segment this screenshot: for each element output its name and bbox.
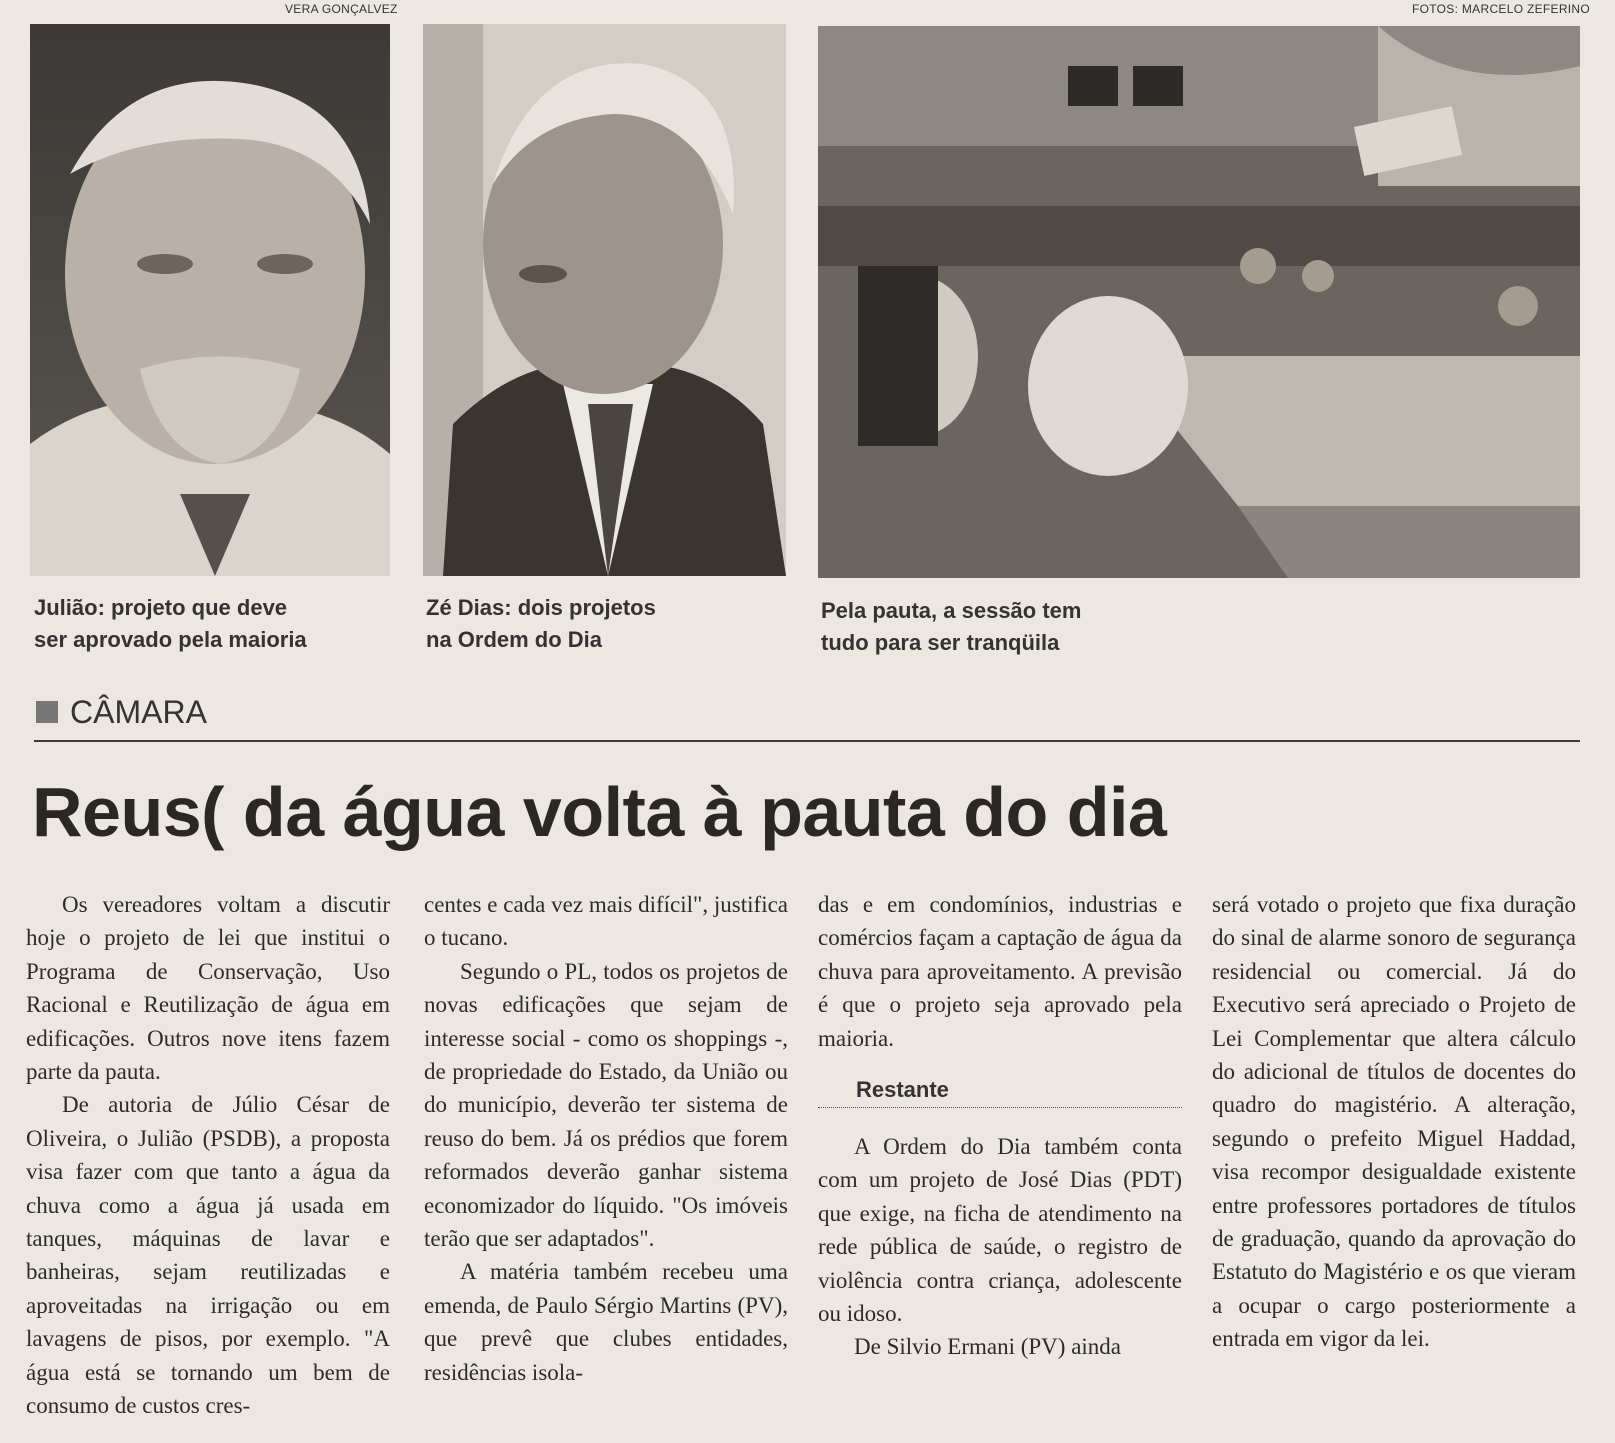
photo-juliao [30, 24, 390, 576]
photo-ze-dias [423, 24, 786, 576]
article-column-3 [818, 888, 1182, 1364]
caption-ze-dias: Zé Dias: dois projetos na Ordem do Dia [426, 595, 656, 652]
paragraph: das e em condomínios, industrias e comércios façam a captação de água da chuva para aproveitamento. A previsão é que o projeto seja aprovado pela maioria. [818, 892, 1182, 1051]
chamber-session-photo-icon [818, 26, 1580, 578]
paragraph: centes e cada vez mais difícil", justifica o tucano. [424, 892, 788, 951]
paragraph: De Silvio Ermani (PV) ainda [854, 1334, 1122, 1360]
article-column-4 [1212, 888, 1576, 1356]
caption-chamber: Pela pauta, a sessão tem tudo para ser tranqüila [821, 598, 1082, 655]
photo-credit-right: FOTOS: MARCELO ZEFERINO [1412, 2, 1591, 16]
headline: Reus( da água volta à pauta do dia [32, 773, 1167, 851]
section-label: CÂMARA [36, 692, 207, 732]
photo-credit-left: VERA GONÇALVEZ [285, 2, 398, 16]
paragraph: Segundo o PL, todos os projetos de novas edificações que sejam de interesse social - como os shoppings -, de propriedade do Estado, da União ou do município, deverão ter sistema de reuso do bem. Já os prédios que forem reformados deverão ganhar sistema economizador do líquido. "Os imóveis terão que ser adaptados". [424, 958, 788, 1252]
paragraph: A matéria também recebeu uma emenda, de Paulo Sérgio Martins (PV), que prevê que clubes entidades, residências isola- [424, 1259, 788, 1385]
section-square-icon [36, 701, 58, 723]
caption-juliao: Julião: projeto que deve ser aprovado pela maioria [34, 595, 307, 652]
article-column-1 [26, 888, 390, 1423]
section-rule [34, 740, 1580, 742]
portrait-photo-icon [423, 24, 786, 576]
paragraph: Os vereadores voltam a discutir hoje o projeto de lei que institui o Programa de Conservação, Uso Racional e Reutilização de água em edificações. Outros nove itens fazem parte da pauta. [26, 892, 390, 1085]
portrait-photo-icon [30, 24, 390, 576]
article-column-2 [424, 888, 788, 1389]
paragraph: De autoria de Júlio César de Oliveira, o Julião (PSDB), a proposta visa fazer com que tanto a água da chuva como a água já usada em tanques, máquinas de lavar e banheiras, sejam reutilizadas e aproveitadas na irrigação ou em lavagens de pisos, por exemplo. "A água está se tornando um bem de consumo de custos cres- [26, 1092, 390, 1419]
subhead-restante: Restante [818, 1075, 1182, 1108]
paragraph: A Ordem do Dia também conta com um projeto de José Dias (PDT) que exige, na ficha de atendimento na rede pública de saúde, o registro de violência contra criança, adolescente ou idoso. [818, 1134, 1182, 1327]
paragraph: será votado o projeto que fixa duração do sinal de alarme sonoro de segurança residencial ou comercial. Já do Executivo será apreciado o Projeto de Lei Complementar que altera cálculo do adicional de títulos de docentes do quadro do magistério. A alteração, segundo o prefeito Miguel Haddad, visa recompor desigualdade existente entre professores portadores de títulos de graduação, quando da aprovação do Estatuto do Magistério e os que vieram a ocupar o cargo posteriormente a entrada em vigor da lei. [1212, 892, 1576, 1352]
photo-chamber-session [818, 26, 1580, 578]
